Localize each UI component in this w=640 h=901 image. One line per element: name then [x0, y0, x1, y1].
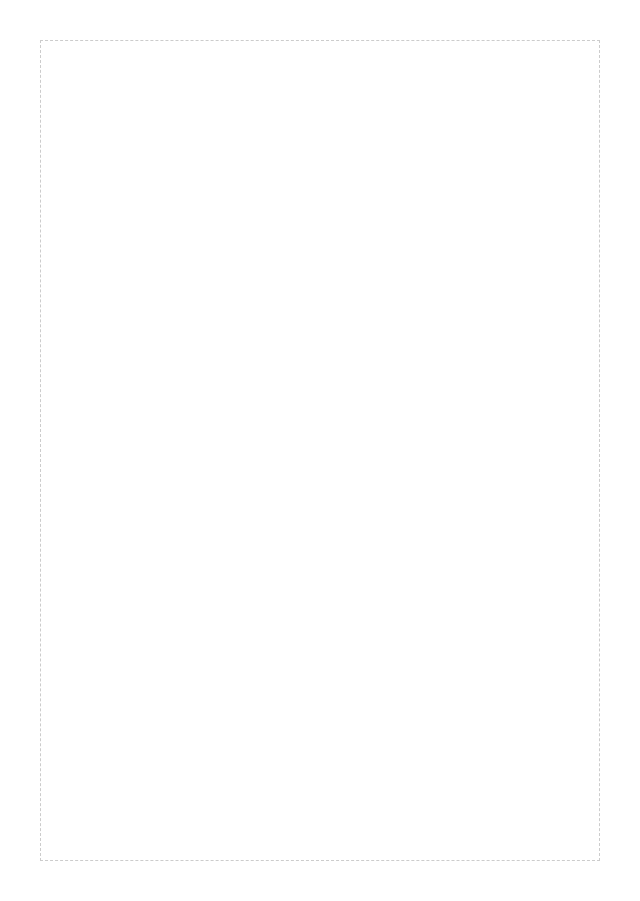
page-placeholder [40, 40, 600, 861]
